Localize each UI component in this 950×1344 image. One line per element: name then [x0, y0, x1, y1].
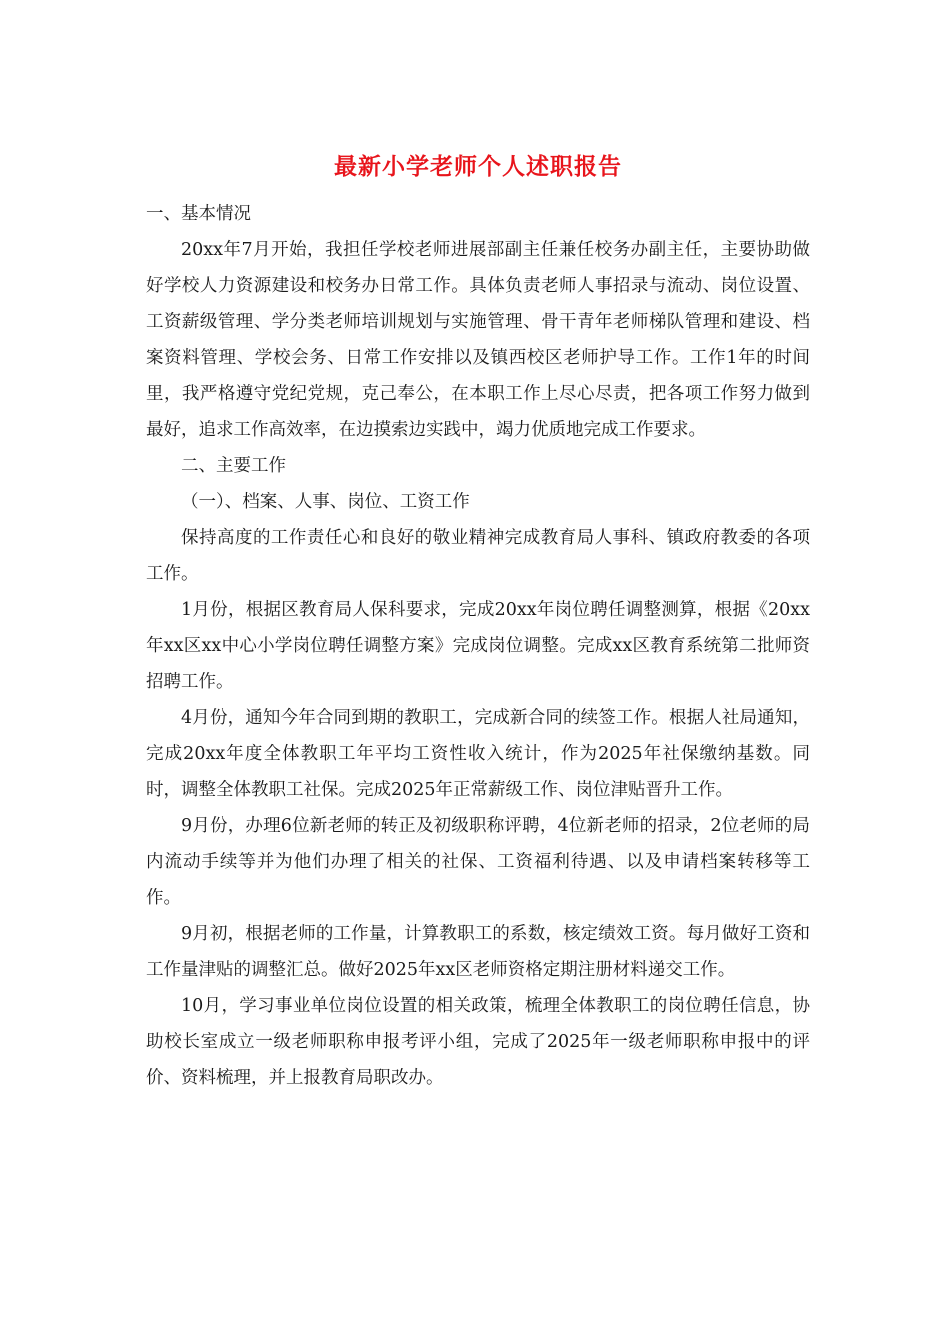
paragraph-april: 4月份，通知今年合同到期的教职工，完成新合同的续签工作。根据人社局通知，完成20xx年度全体教职工年平均工资性收入统计，作为2025年社保缴纳基数。同时，调整全体教职工社保。完成2025年正常薪级工作、岗位津贴晋升工作。 [146, 708, 810, 800]
paragraph-basic-info: 20xx年7月开始，我担任学校老师进展部副主任兼任校务办副主任，主要协助做好学校人力资源建设和校务办日常工作。具体负责老师人事招录与流动、岗位设置、工资薪级管理、学分类老师培训规划与实施管理、骨干青年老师梯队管理和建设、档案资料管理、学校会务、日常工作安排以及镇西校区老师护导工作。工作1年的时间里，我严格遵守党纪党规，克己奉公，在本职工作上尽心尽责，把各项工作努力做到最好，追求工作高效率，在边摸索边实践中，竭力优质地完成工作要求。 [146, 240, 810, 440]
paragraph-early-september: 9月初，根据老师的工作量，计算教职工的系数，核定绩效工资。每月做好工资和工作量津贴的调整汇总。做好2025年xx区老师资格定期注册材料递交工作。 [146, 924, 810, 980]
section-heading-basic: 一、基本情况 [146, 204, 251, 224]
paragraph-september: 9月份，办理6位新老师的转正及初级职称评聘，4位新老师的招录，2位老师的局内流动手续等并为他们办理了相关的社保、工资福利待遇、以及申请档案转移等工作。 [146, 816, 810, 908]
subsection-heading-hr: （一）、档案、人事、岗位、工资工作 [181, 492, 470, 512]
paragraph-responsibility: 保持高度的工作责任心和良好的敬业精神完成教育局人事科、镇政府教委的各项工作。 [146, 528, 810, 584]
paragraph-october: 10月，学习事业单位岗位设置的相关政策，梳理全体教职工的岗位聘任信息，协助校长室成立一级老师职称申报考评小组，完成了2025年一级老师职称申报中的评价、资料梳理，并上报教育局职改办。 [146, 996, 810, 1088]
document-title: 最新小学老师个人述职报告 [334, 153, 622, 180]
document-page [146, 150, 810, 1096]
paragraph-january: 1月份，根据区教育局人保科要求，完成20xx年岗位聘任调整测算，根据《20xx年xx区xx中心小学岗位聘任调整方案》完成岗位调整。完成xx区教育系统第二批师资招聘工作。 [146, 600, 810, 692]
section-heading-main-work: 二、主要工作 [181, 456, 286, 476]
